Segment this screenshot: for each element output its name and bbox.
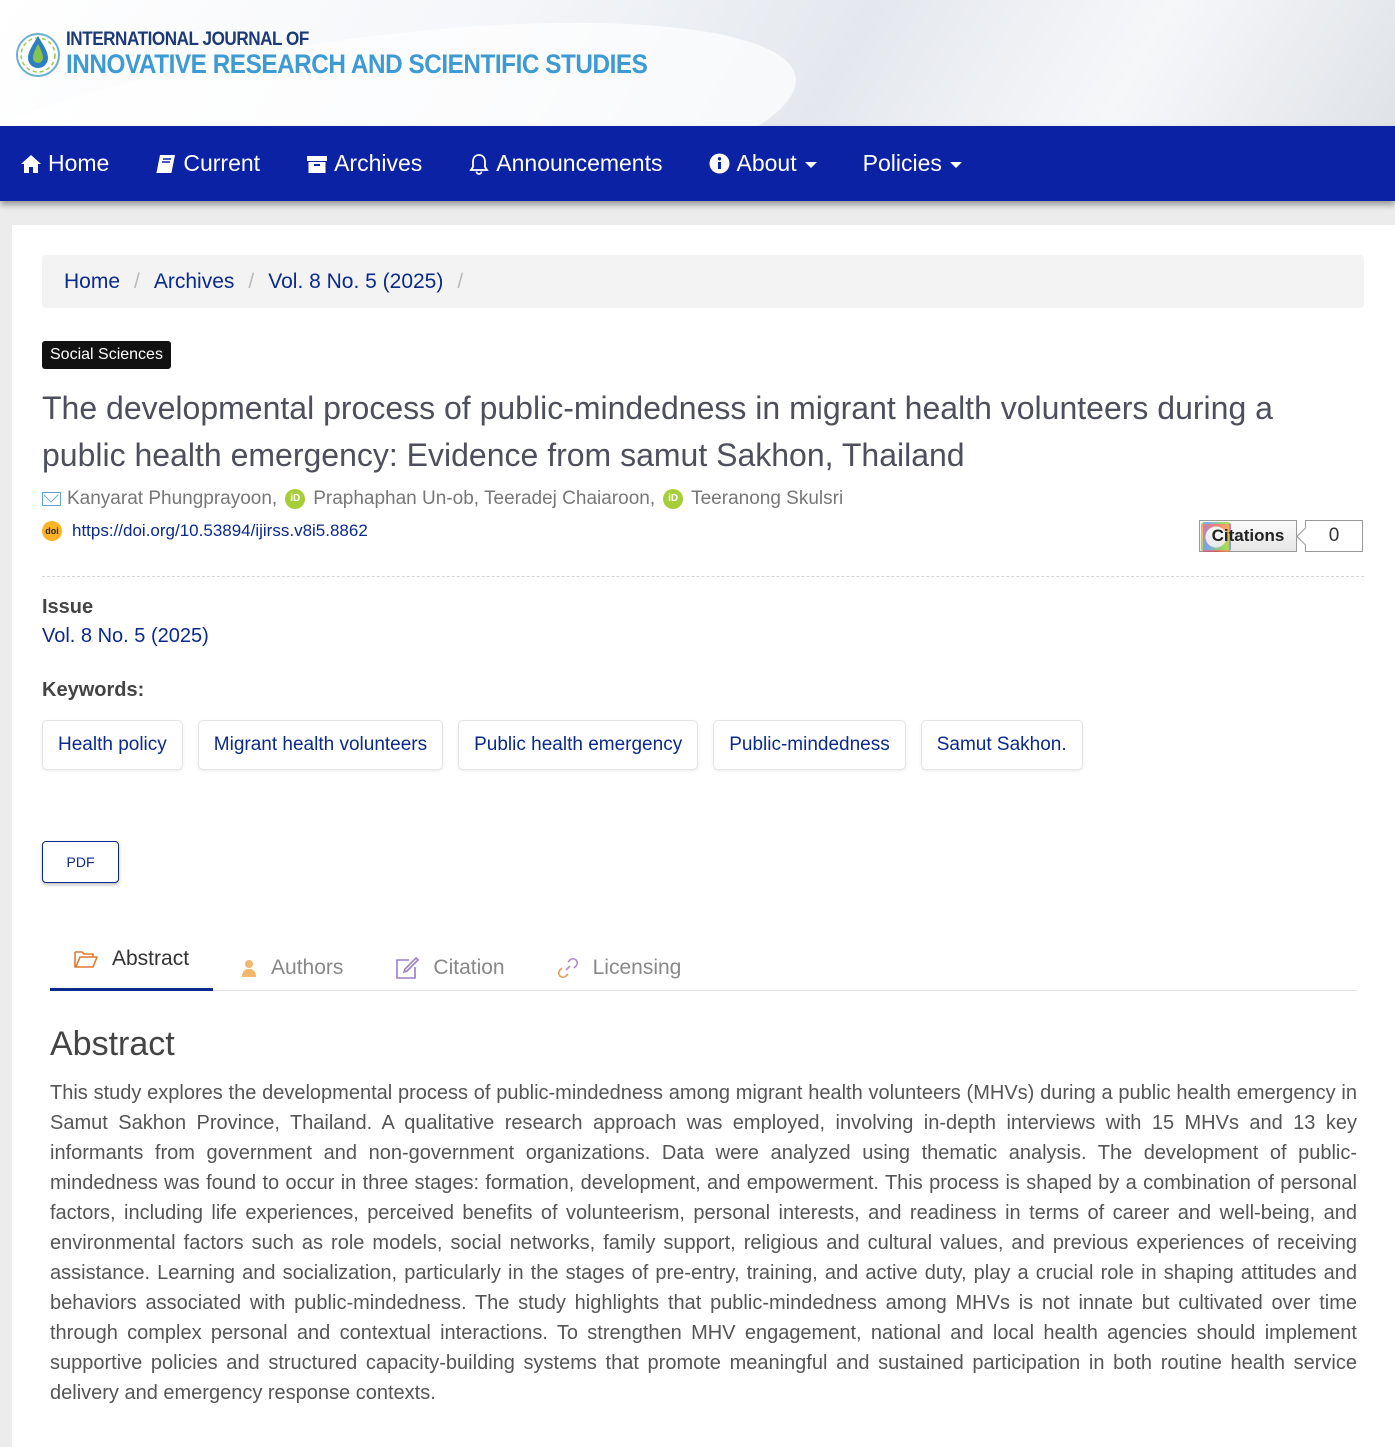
abstract-heading: Abstract — [50, 1025, 175, 1063]
orcid-icon[interactable]: iD — [285, 489, 305, 509]
tab-abstract[interactable] — [50, 935, 213, 991]
author-list — [42, 488, 843, 510]
masthead — [0, 0, 1395, 126]
issue-label: Issue — [42, 596, 94, 618]
nav-archives[interactable] — [306, 150, 422, 177]
tab-abstract-label: Abstract — [112, 946, 190, 970]
nav-announcements-label: Announcements — [496, 150, 663, 176]
keyword-tag[interactable]: Public health emergency — [458, 720, 698, 770]
article-tabs — [50, 935, 1357, 991]
breadcrumb-home[interactable]: Home — [64, 269, 121, 293]
author-name: Kanyarat Phungprayoon, — [67, 488, 278, 509]
tab-authors[interactable] — [217, 935, 367, 991]
chevron-down-icon — [805, 162, 817, 168]
breadcrumb-separator: / — [248, 269, 255, 293]
orcid-icon[interactable]: iD — [663, 489, 683, 509]
citations-badge[interactable] — [1199, 520, 1363, 552]
journal-logo[interactable] — [14, 28, 712, 80]
breadcrumb-archives[interactable]: Archives — [153, 269, 235, 293]
doi-row — [42, 521, 368, 541]
breadcrumb-separator: / — [457, 269, 464, 293]
journal-name-line2: INNOVATIVE RESEARCH AND SCIENTIFIC STUDIES — [66, 49, 648, 79]
pdf-button[interactable]: PDF — [42, 841, 119, 883]
link-icon — [557, 957, 579, 979]
nav-policies-label: Policies — [862, 150, 942, 176]
user-icon — [241, 959, 257, 977]
citations-count: 0 — [1305, 520, 1363, 552]
doi-icon: doi — [42, 521, 62, 541]
nav-home-label: Home — [48, 150, 110, 176]
keyword-tag[interactable]: Public-mindedness — [713, 720, 906, 770]
doi-link[interactable]: https://doi.org/10.53894/ijirss.v8i5.8862 — [72, 521, 368, 540]
book-icon — [155, 153, 177, 175]
nav-current-label: Current — [183, 150, 261, 176]
tab-citation[interactable] — [371, 935, 528, 991]
section-badge: Social Sciences — [42, 341, 171, 369]
breadcrumb-issue[interactable]: Vol. 8 No. 5 (2025) — [268, 269, 444, 293]
author-name: Teeranong Skulsri — [691, 488, 844, 509]
bell-icon — [468, 153, 490, 175]
tab-authors-label: Authors — [271, 956, 344, 979]
info-circle-icon — [709, 153, 731, 175]
keyword-list — [42, 720, 1098, 770]
journal-name-line1: INTERNATIONAL JOURNAL OF — [66, 29, 309, 50]
citations-label: Citations — [1199, 520, 1297, 552]
nav-about[interactable] — [709, 150, 817, 177]
tab-licensing[interactable] — [533, 935, 706, 991]
edit-icon — [395, 957, 419, 979]
tab-licensing-label: Licensing — [592, 956, 682, 979]
nav-policies[interactable] — [863, 150, 962, 177]
breadcrumb-separator: / — [134, 269, 140, 293]
chevron-down-icon — [950, 162, 962, 168]
home-icon — [20, 153, 42, 175]
tab-citation-label: Citation — [433, 956, 505, 979]
keyword-tag[interactable]: Health policy — [42, 720, 183, 770]
keyword-tag[interactable]: Samut Sakhon. — [921, 720, 1083, 770]
author-name: Praphaphan Un-ob, Teeradej Chaiaroon, — [313, 488, 656, 509]
abstract-text: This study explores the developmental process of public-mindedness among migrant health volunteers (MHVs) during a public health emergency in Samut Sakhon Province, Thailand. A qualitative research approach was employed, involving in-depth interviews with 15 MHVs and 13 key informants from government and non-government organizations. Data were analyzed using thematic analysis. The development of public-mindedness was found to occur in three stages: formation, development, and empowerment. This process is shaped by a combination of personal factors, including life experiences, perceived benefits of volunteerism, personal interests, and readiness in terms of career and well-being, and environmental factors such as role models, social networks, family support, religious and cultural values, and previous experiences of receiving assistance. Learning and socialization, particularly in the stages of pre-entry, training, and active duty, play a crucial role in shaping attitudes and behaviors associated with public-mindedness. The study highlights that public-mindedness among MHVs is not innate but cultivated over time through complex personal and contextual interactions. To strengthen MHV engagement, national and local health agencies should implement supportive policies and structured capacity-building systems that promote meaningful and sustained participation in both routine health service delivery and emergency response contexts. — [50, 1082, 1357, 1404]
drop-logo-icon — [14, 28, 62, 80]
divider — [42, 576, 1364, 577]
keyword-tag[interactable]: Migrant health volunteers — [198, 720, 443, 770]
nav-archives-label: Archives — [334, 150, 423, 176]
nav-about-label: About — [736, 150, 797, 176]
main-nav — [0, 126, 1395, 201]
keywords-label: Keywords: — [42, 679, 145, 701]
breadcrumb — [42, 255, 1364, 308]
nav-announcements[interactable] — [468, 150, 662, 177]
envelope-icon[interactable] — [42, 492, 61, 506]
article-title: The developmental process of public-mindedness in migrant health volunteers during a public health emergency: Evidence from samut Sakhon, Thailand — [42, 390, 1273, 473]
archive-box-icon — [306, 153, 328, 175]
issue-link[interactable]: Vol. 8 No. 5 (2025) — [42, 625, 209, 647]
nav-current[interactable] — [155, 150, 260, 177]
nav-home[interactable] — [20, 150, 109, 177]
folder-open-icon — [74, 949, 98, 969]
article-panel — [12, 225, 1395, 1447]
